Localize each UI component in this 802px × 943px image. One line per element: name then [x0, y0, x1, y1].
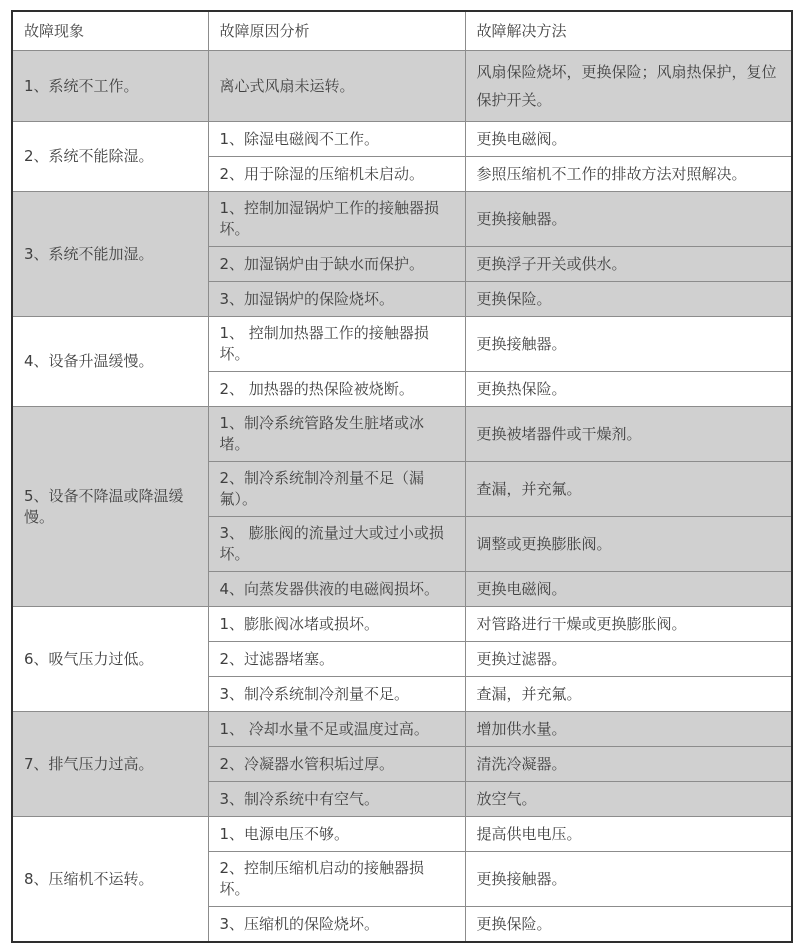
cause-cell: 1、电源电压不够。 [208, 817, 465, 852]
cause-cell: 3、加湿锅炉的保险烧坏。 [208, 282, 465, 317]
cause-cell: 2、制冷系统制冷剂量不足（漏氟）。 [208, 462, 465, 517]
solution-cell: 参照压缩机不工作的排故方法对照解决。 [465, 157, 792, 192]
solution-cell: 增加供水量。 [465, 712, 792, 747]
solution-cell: 更换电磁阀。 [465, 572, 792, 607]
cause-cell: 2、加湿锅炉由于缺水而保护。 [208, 247, 465, 282]
cause-cell: 1、制冷系统管路发生脏堵或冰堵。 [208, 407, 465, 462]
solution-cell: 更换接触器。 [465, 852, 792, 907]
solution-cell: 更换被堵器件或干燥剂。 [465, 407, 792, 462]
cause-cell: 3、制冷系统制冷剂量不足。 [208, 677, 465, 712]
solution-cell: 更换热保险。 [465, 372, 792, 407]
column-header-phenomenon: 故障现象 [12, 11, 208, 51]
solution-cell: 更换电磁阀。 [465, 122, 792, 157]
cause-cell: 2、用于除湿的压缩机未启动。 [208, 157, 465, 192]
cause-cell: 离心式风扇未运转。 [208, 51, 465, 122]
phenomenon-cell: 2、系统不能除湿。 [12, 122, 208, 192]
cause-cell: 3、压缩机的保险烧坏。 [208, 907, 465, 943]
phenomenon-cell: 3、系统不能加湿。 [12, 192, 208, 317]
cause-cell: 1、控制加湿锅炉工作的接触器损坏。 [208, 192, 465, 247]
solution-cell: 更换接触器。 [465, 317, 792, 372]
cause-cell: 1、 冷却水量不足或温度过高。 [208, 712, 465, 747]
solution-cell: 清洗冷凝器。 [465, 747, 792, 782]
solution-cell: 调整或更换膨胀阀。 [465, 517, 792, 572]
table-row [12, 122, 792, 157]
table-row [12, 607, 792, 642]
solution-cell: 更换接触器。 [465, 192, 792, 247]
header-row [12, 11, 792, 51]
column-header-cause: 故障原因分析 [208, 11, 465, 51]
solution-cell: 更换保险。 [465, 907, 792, 943]
solution-cell: 更换保险。 [465, 282, 792, 317]
phenomenon-cell: 4、设备升温缓慢。 [12, 317, 208, 407]
cause-cell: 2、 加热器的热保险被烧断。 [208, 372, 465, 407]
solution-cell: 查漏，并充氟。 [465, 462, 792, 517]
phenomenon-cell: 5、设备不降温或降温缓慢。 [12, 407, 208, 607]
cause-cell: 2、控制压缩机启动的接触器损坏。 [208, 852, 465, 907]
phenomenon-cell: 7、排气压力过高。 [12, 712, 208, 817]
fault-table-body [12, 51, 792, 943]
phenomenon-cell: 6、吸气压力过低。 [12, 607, 208, 712]
solution-cell: 更换过滤器。 [465, 642, 792, 677]
cause-cell: 1、膨胀阀冰堵或损坏。 [208, 607, 465, 642]
cause-cell: 3、 膨胀阀的流量过大或过小或损坏。 [208, 517, 465, 572]
solution-cell: 查漏，并充氟。 [465, 677, 792, 712]
cause-cell: 2、冷凝器水管积垢过厚。 [208, 747, 465, 782]
cause-cell: 2、过滤器堵塞。 [208, 642, 465, 677]
table-row [12, 712, 792, 747]
solution-cell: 风扇保险烧坏，更换保险；风扇热保护，复位保护开关。 [465, 51, 792, 122]
fault-table [11, 10, 793, 943]
cause-cell: 1、除湿电磁阀不工作。 [208, 122, 465, 157]
table-row [12, 51, 792, 122]
column-header-solution: 故障解决方法 [465, 11, 792, 51]
table-row [12, 407, 792, 462]
solution-cell: 提高供电电压。 [465, 817, 792, 852]
table-row [12, 192, 792, 247]
cause-cell: 4、向蒸发器供液的电磁阀损坏。 [208, 572, 465, 607]
phenomenon-cell: 8、压缩机不运转。 [12, 817, 208, 943]
table-row [12, 817, 792, 852]
fault-table-header [12, 11, 792, 51]
cause-cell: 1、 控制加热器工作的接触器损坏。 [208, 317, 465, 372]
solution-cell: 对管路进行干燥或更换膨胀阀。 [465, 607, 792, 642]
cause-cell: 3、制冷系统中有空气。 [208, 782, 465, 817]
phenomenon-cell: 1、系统不工作。 [12, 51, 208, 122]
solution-cell: 更换浮子开关或供水。 [465, 247, 792, 282]
solution-cell: 放空气。 [465, 782, 792, 817]
table-row [12, 317, 792, 372]
